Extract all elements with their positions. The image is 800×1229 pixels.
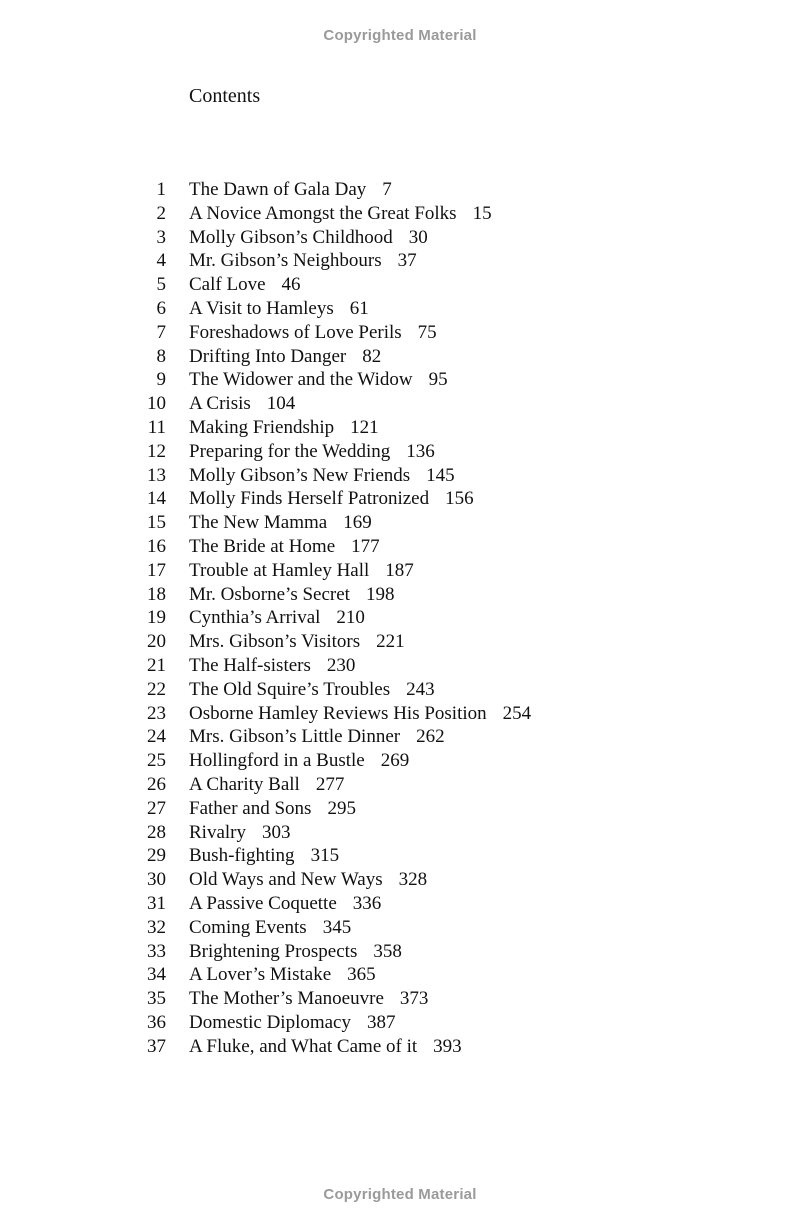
toc-entry — [0, 868, 800, 892]
chapter-title: Calf Love — [189, 274, 266, 296]
chapter-title-line — [189, 654, 355, 678]
chapter-title-line — [189, 678, 435, 702]
chapter-page-number: 15 — [472, 202, 492, 224]
toc-entry — [0, 773, 800, 797]
toc-entry — [0, 226, 800, 250]
toc-entry — [0, 844, 800, 868]
chapter-number: 7 — [156, 321, 166, 343]
chapter-title: Cynthia’s Arrival — [189, 607, 321, 629]
chapter-page-number: 336 — [352, 892, 382, 914]
chapter-page-number: 7 — [382, 179, 392, 200]
toc-entry — [0, 916, 800, 940]
chapter-page-number: 104 — [266, 393, 296, 415]
chapter-title-line — [189, 392, 295, 416]
toc-entry — [0, 606, 800, 630]
chapter-page-number: 187 — [385, 559, 414, 581]
chapter-number: 16 — [147, 535, 166, 557]
chapter-title: A Lover’s Mistake — [189, 964, 332, 986]
toc-entry — [0, 654, 800, 678]
chapter-title-line — [189, 345, 381, 369]
chapter-title: Coming Events — [189, 916, 307, 938]
toc-entry — [0, 797, 800, 821]
chapter-title-line — [189, 297, 369, 321]
chapter-title: Rivalry — [189, 821, 246, 843]
chapter-title-line — [189, 178, 392, 202]
chapter-page-number: 243 — [406, 678, 435, 700]
chapter-title-line — [189, 440, 435, 464]
chapter-number: 17 — [147, 559, 166, 581]
chapter-title-line — [189, 940, 402, 964]
toc-entry — [0, 940, 800, 964]
chapter-page-number: 393 — [433, 1035, 462, 1057]
chapter-title: A Visit to Hamleys — [189, 297, 334, 319]
chapter-number: 24 — [147, 726, 166, 748]
toc-entry — [0, 963, 800, 987]
chapter-number: 30 — [147, 869, 166, 891]
chapter-page-number: 315 — [310, 845, 340, 867]
chapter-title-line — [189, 202, 492, 226]
chapter-number: 35 — [147, 988, 166, 1010]
chapter-number: 27 — [147, 797, 166, 819]
chapter-number: 26 — [147, 773, 166, 795]
chapter-page-number: 61 — [349, 297, 369, 319]
chapter-title: The New Mamma — [189, 512, 328, 534]
chapter-title: Making Friendship — [189, 416, 335, 438]
chapter-number: 10 — [147, 393, 166, 415]
chapter-page-number: 328 — [398, 869, 428, 891]
chapter-title-line — [189, 916, 351, 940]
chapter-number: 11 — [147, 416, 166, 438]
chapter-title-line — [189, 725, 445, 749]
chapter-number: 34 — [147, 964, 166, 986]
chapter-page-number: 30 — [408, 226, 428, 248]
chapter-title-line — [189, 368, 448, 392]
chapter-number: 3 — [156, 226, 166, 248]
toc-entry — [0, 178, 800, 202]
chapter-title-line — [189, 416, 379, 440]
chapter-title: Father and Sons — [189, 797, 312, 819]
toc-entry — [0, 892, 800, 916]
chapter-title: The Mother’s Manoeuvre — [189, 988, 384, 1010]
chapter-number: 15 — [147, 512, 166, 534]
chapter-title-line — [189, 749, 409, 773]
chapter-number: 37 — [147, 1035, 166, 1057]
toc-entry — [0, 702, 800, 726]
chapter-title: Brightening Prospects — [189, 940, 358, 962]
chapter-title: Mrs. Gibson’s Little Dinner — [189, 726, 401, 748]
chapter-title: Mrs. Gibson’s Visitors — [189, 631, 361, 653]
chapter-number: 12 — [147, 440, 166, 462]
toc-entry — [0, 583, 800, 607]
chapter-page-number: 269 — [380, 750, 410, 772]
chapter-page-number: 82 — [362, 345, 382, 367]
toc-entry — [0, 416, 800, 440]
toc-entry — [0, 345, 800, 369]
toc-entry — [0, 821, 800, 845]
toc-entry — [0, 297, 800, 321]
toc-entry — [0, 630, 800, 654]
copyright-watermark-bottom: Copyrighted Material — [323, 1186, 477, 1203]
chapter-page-number: 198 — [365, 583, 395, 605]
chapter-title: Osborne Hamley Reviews His Position — [189, 702, 487, 724]
chapter-page-number: 358 — [373, 940, 402, 962]
toc-entry — [0, 202, 800, 226]
chapter-title: A Crisis — [189, 393, 251, 415]
chapter-page-number: 136 — [406, 440, 435, 462]
toc-entry — [0, 987, 800, 1011]
chapter-title: Hollingford in a Bustle — [189, 750, 365, 772]
chapter-title-line — [189, 583, 394, 607]
chapter-title: A Novice Amongst the Great Folks — [189, 202, 457, 224]
chapter-title: The Old Squire’s Troubles — [189, 678, 391, 700]
chapter-title-line — [189, 797, 356, 821]
chapter-number: 22 — [147, 678, 166, 700]
toc-entry — [0, 487, 800, 511]
toc-entry — [0, 440, 800, 464]
chapter-number: 6 — [156, 297, 166, 319]
toc-entry — [0, 725, 800, 749]
chapter-number: 8 — [156, 345, 166, 367]
chapter-title: The Bride at Home — [189, 535, 336, 557]
chapter-title: Drifting Into Danger — [189, 345, 347, 367]
toc-entry — [0, 559, 800, 583]
chapter-page-number: 277 — [315, 773, 345, 795]
chapter-page-number: 230 — [326, 654, 356, 676]
chapter-page-number: 365 — [347, 964, 376, 986]
chapter-number: 31 — [147, 892, 166, 914]
chapter-page-number: 37 — [397, 250, 417, 272]
chapter-title: Trouble at Hamley Hall — [189, 559, 370, 581]
chapter-title-line — [189, 868, 427, 892]
chapter-page-number: 177 — [351, 535, 380, 557]
chapter-title: Foreshadows of Love Perils — [189, 321, 402, 343]
page-title: Contents — [189, 85, 261, 107]
toc-entry — [0, 511, 800, 535]
chapter-title-line — [189, 630, 405, 654]
chapter-title-line — [189, 226, 428, 250]
chapter-number: 1 — [156, 179, 166, 200]
chapter-page-number: 169 — [343, 512, 372, 534]
chapter-page-number: 295 — [327, 797, 356, 819]
chapter-title-line — [189, 559, 414, 583]
chapter-title: Molly Finds Herself Patronized — [189, 488, 430, 510]
chapter-number: 23 — [147, 702, 166, 724]
chapter-title: Bush-fighting — [189, 845, 295, 867]
chapter-page-number: 221 — [376, 631, 405, 653]
toc-entry — [0, 1035, 800, 1059]
chapter-number: 4 — [156, 250, 166, 272]
chapter-page-number: 95 — [428, 369, 448, 391]
chapter-number: 13 — [147, 464, 166, 486]
chapter-title: A Fluke, and What Came of it — [189, 1035, 418, 1057]
chapter-title-line — [189, 963, 376, 987]
chapter-title: The Half-sisters — [189, 654, 311, 676]
chapter-title-line — [189, 844, 339, 868]
chapter-page-number: 262 — [416, 726, 445, 748]
chapter-title: Molly Gibson’s New Friends — [189, 464, 411, 486]
chapter-title: A Passive Coquette — [189, 892, 337, 914]
chapter-number: 28 — [147, 821, 166, 843]
toc-entry — [0, 249, 800, 273]
chapter-title: A Charity Ball — [189, 773, 300, 795]
chapter-title-line — [189, 702, 531, 726]
toc-entry — [0, 535, 800, 559]
chapter-page-number: 303 — [262, 821, 291, 843]
chapter-title: Mr. Osborne’s Secret — [189, 583, 350, 605]
chapter-title-line — [189, 1035, 462, 1059]
toc-entry — [0, 464, 800, 488]
toc-entry — [0, 1011, 800, 1035]
chapter-page-number: 387 — [367, 1011, 396, 1033]
chapter-title-line — [189, 464, 455, 488]
toc-entry — [0, 392, 800, 416]
chapter-number: 9 — [156, 369, 166, 391]
chapter-title-line — [189, 535, 380, 559]
chapter-title-line — [189, 987, 428, 1011]
chapter-title: Domestic Diplomacy — [189, 1011, 351, 1033]
chapter-title: The Widower and the Widow — [189, 369, 413, 391]
toc-entry — [0, 368, 800, 392]
chapter-number: 21 — [147, 654, 166, 676]
chapter-title-line — [189, 511, 372, 535]
chapter-title-line — [189, 487, 474, 511]
chapter-number: 32 — [147, 916, 166, 938]
chapter-title-line — [189, 1011, 396, 1035]
chapter-page-number: 156 — [445, 488, 474, 510]
chapter-number: 25 — [147, 750, 166, 772]
table-of-contents — [0, 178, 800, 1058]
chapter-title: The Dawn of Gala Day — [189, 179, 367, 200]
chapter-number: 29 — [147, 845, 166, 867]
chapter-title-line — [189, 273, 301, 297]
chapter-title-line — [189, 892, 381, 916]
chapter-title: Old Ways and New Ways — [189, 869, 383, 891]
chapter-number: 5 — [156, 274, 166, 296]
toc-entry — [0, 749, 800, 773]
chapter-number: 20 — [147, 631, 166, 653]
chapter-title: Molly Gibson’s Childhood — [189, 226, 393, 248]
chapter-page-number: 210 — [336, 607, 365, 629]
toc-entry — [0, 678, 800, 702]
chapter-title-line — [189, 821, 291, 845]
chapter-number: 19 — [147, 607, 166, 629]
chapter-title-line — [189, 249, 417, 273]
chapter-title-line — [189, 606, 365, 630]
chapter-page-number: 121 — [350, 416, 379, 438]
toc-entry — [0, 273, 800, 297]
chapter-page-number: 145 — [426, 464, 455, 486]
chapter-number: 2 — [156, 202, 166, 224]
chapter-number: 14 — [147, 488, 166, 510]
chapter-number: 36 — [147, 1011, 166, 1033]
chapter-page-number: 75 — [417, 321, 437, 343]
chapter-page-number: 345 — [322, 916, 352, 938]
chapter-number: 18 — [147, 583, 166, 605]
copyright-watermark-top: Copyrighted Material — [323, 27, 477, 44]
chapter-title: Mr. Gibson’s Neighbours — [189, 250, 382, 272]
chapter-title-line — [189, 773, 344, 797]
chapter-page-number: 46 — [281, 274, 301, 296]
chapter-number: 33 — [147, 940, 166, 962]
chapter-page-number: 254 — [502, 702, 532, 724]
chapter-page-number: 373 — [399, 988, 429, 1010]
chapter-title-line — [189, 321, 437, 345]
chapter-title: Preparing for the Wedding — [189, 440, 391, 462]
toc-entry — [0, 321, 800, 345]
